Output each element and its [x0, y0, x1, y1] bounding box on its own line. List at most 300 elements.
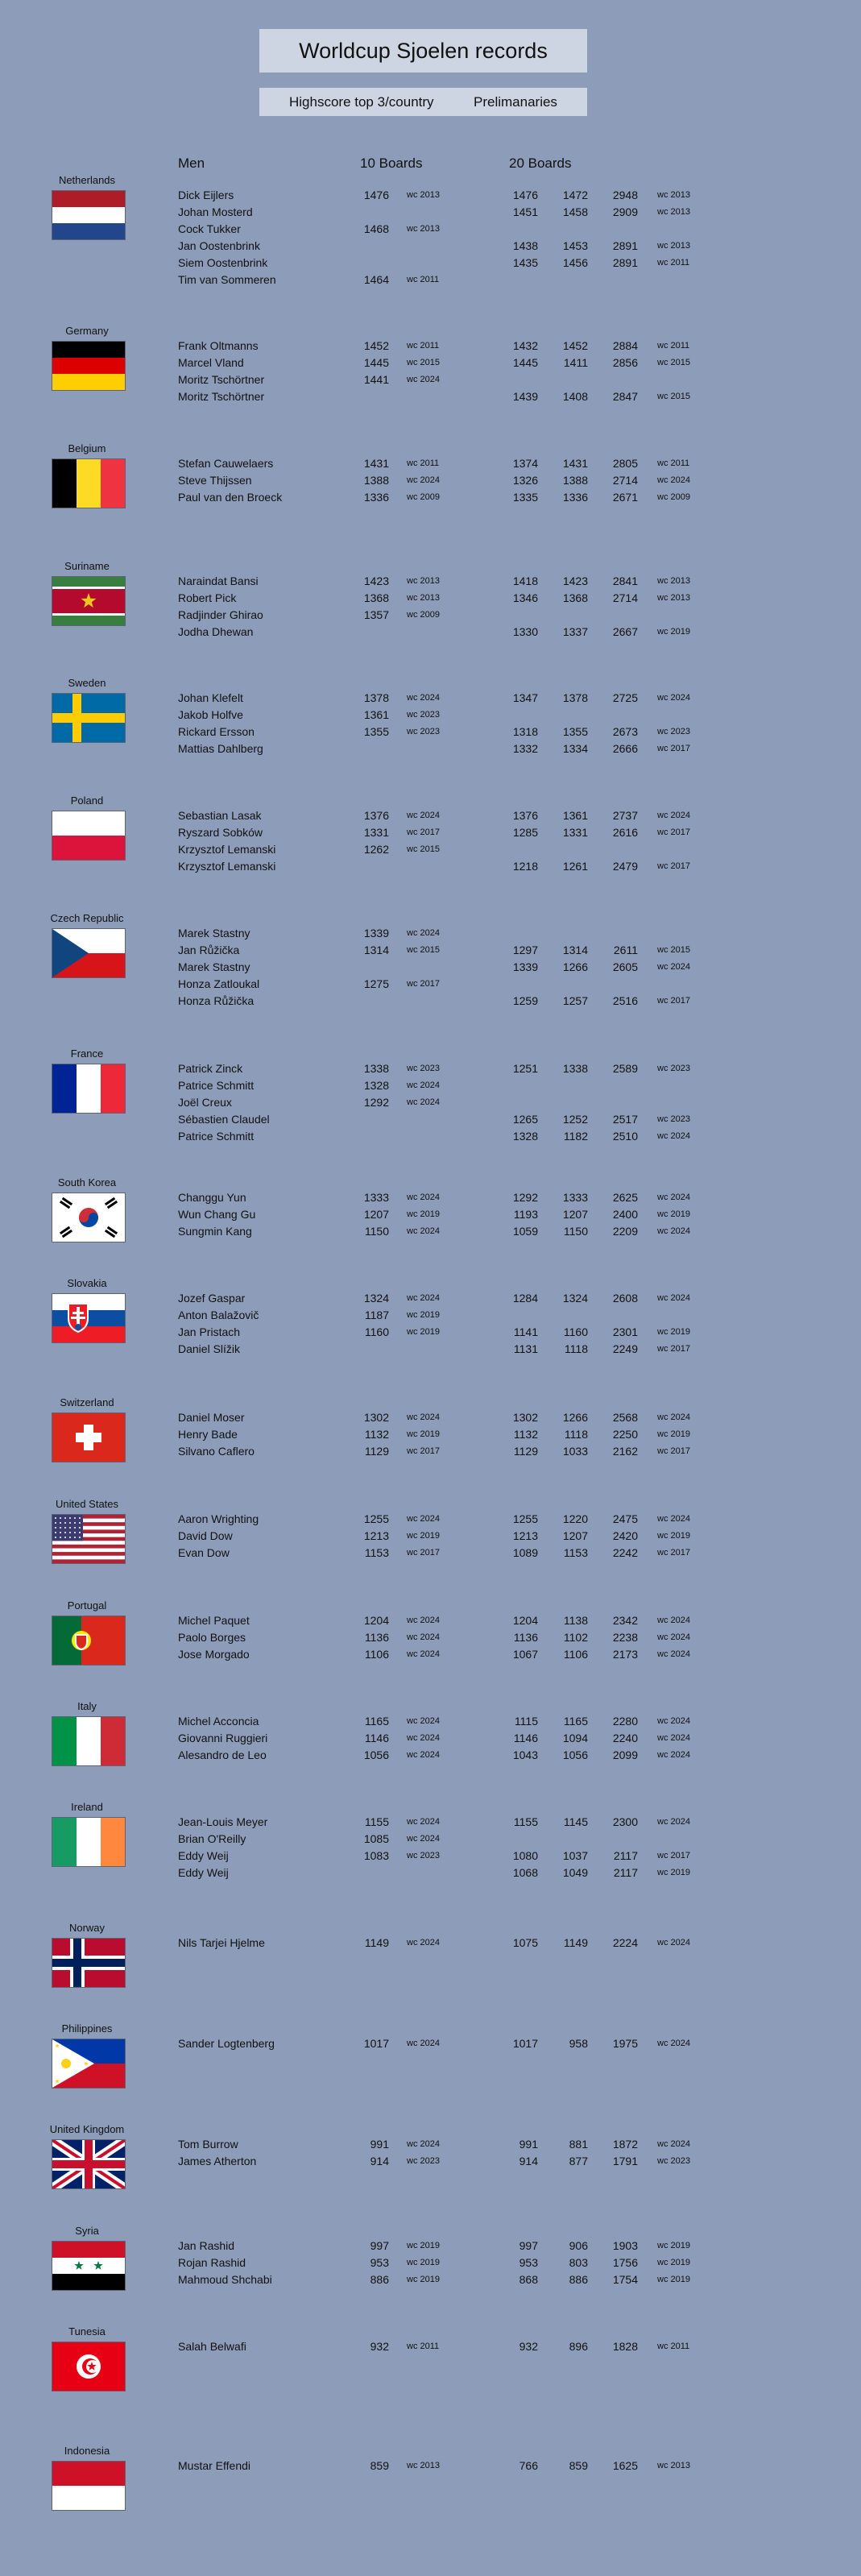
score-20-boards-total: 2240: [612, 1732, 638, 1744]
record-row: [0, 1748, 861, 1765]
player-name: Marcel Vland: [178, 356, 244, 369]
score-20-boards-total: 2891: [612, 256, 638, 269]
player-name: Giovanni Ruggieri: [178, 1732, 268, 1744]
player-name: Johan Klefelt: [178, 691, 243, 704]
player-name: Patrice Schmitt: [178, 1079, 255, 1092]
score-10-boards: 914: [370, 2155, 389, 2167]
score-10-boards: 1255: [363, 1512, 389, 1525]
score-20-boards-a: 1255: [512, 1512, 538, 1525]
score-20-boards-b: 1334: [562, 742, 588, 755]
record-row: [0, 339, 861, 356]
score-20-boards-a: 1284: [512, 1292, 538, 1305]
country-name: Germany: [65, 325, 109, 337]
record-row: [0, 1130, 861, 1147]
score-20-boards-a: 1141: [513, 1325, 538, 1338]
score-10-boards: 1083: [363, 1849, 389, 1862]
year-20-boards: wc 2011: [657, 258, 690, 268]
score-20-boards-b: 1331: [562, 826, 588, 839]
score-10-boards: 1132: [364, 1428, 389, 1441]
score-20-boards-total: 2605: [612, 960, 638, 973]
score-20-boards-a: 1115: [514, 1715, 538, 1728]
score-20-boards-a: 1376: [512, 809, 538, 822]
player-name: Patrick Zinck: [178, 1062, 243, 1075]
year-20-boards: wc 2017: [657, 1851, 690, 1860]
country-name: Netherlands: [58, 174, 116, 186]
score-10-boards: 1338: [363, 1062, 389, 1075]
score-20-boards-total: 1975: [612, 2037, 638, 2050]
year-10-boards: wc 2009: [407, 610, 440, 620]
score-20-boards-a: 1213: [512, 1529, 538, 1542]
record-row: [0, 1849, 861, 1866]
year-20-boards: wc 2017: [657, 1446, 690, 1456]
record-row: [0, 1512, 861, 1529]
score-20-boards-total: 2671: [612, 491, 638, 504]
record-row: [0, 826, 861, 843]
score-20-boards-total: 2224: [612, 1936, 638, 1949]
country-name: Slovakia: [67, 1277, 107, 1289]
country-name: Czech Republic: [50, 912, 124, 924]
score-20-boards-total: 2249: [612, 1342, 638, 1355]
record-row: [0, 1732, 861, 1748]
score-20-boards-total: 2162: [612, 1445, 638, 1458]
score-10-boards: 1149: [364, 1936, 389, 1949]
player-name: Marek Stastny: [178, 927, 250, 940]
year-20-boards: wc 2019: [657, 1327, 690, 1337]
player-name: Alesandro de Leo: [178, 1748, 267, 1761]
year-20-boards: wc 2019: [657, 1868, 690, 1877]
record-row: [0, 273, 861, 290]
score-20-boards-a: 766: [519, 2459, 538, 2472]
year-10-boards: wc 2019: [407, 1209, 440, 1219]
year-10-boards: wc 2024: [407, 1834, 440, 1844]
score-20-boards-a: 1080: [512, 1849, 538, 1862]
score-20-boards-b: 1361: [562, 809, 588, 822]
year-20-boards: wc 2019: [657, 2258, 690, 2267]
year-20-boards: wc 2017: [657, 861, 690, 871]
score-20-boards-a: 1347: [512, 691, 538, 704]
player-name: Frank Oltmanns: [178, 339, 259, 352]
player-name: Changgu Yun: [178, 1191, 246, 1204]
player-name: Jose Morgado: [178, 1648, 250, 1661]
score-20-boards-b: 1423: [562, 575, 588, 587]
score-20-boards-b: 886: [569, 2273, 588, 2286]
score-20-boards-a: 1259: [512, 994, 538, 1007]
player-name: Jan Oostenbrink: [178, 239, 260, 252]
score-20-boards-a: 1346: [512, 591, 538, 604]
score-20-boards-b: 958: [569, 2037, 588, 2050]
player-name: Paolo Borges: [178, 1631, 246, 1644]
score-10-boards: 1165: [364, 1715, 389, 1728]
player-name: Aaron Wrighting: [178, 1512, 259, 1525]
score-20-boards-a: 1335: [512, 491, 538, 504]
year-20-boards: wc 2023: [657, 1114, 690, 1124]
score-20-boards-b: 1266: [562, 1411, 588, 1424]
score-10-boards: 1445: [363, 356, 389, 369]
record-row: [0, 691, 861, 708]
record-row: [0, 625, 861, 642]
year-20-boards: wc 2013: [657, 593, 690, 603]
score-10-boards: 1452: [363, 339, 389, 352]
player-name: Anton Balažovič: [178, 1309, 259, 1321]
player-name: Silvano Caflero: [178, 1445, 255, 1458]
record-row: [0, 474, 861, 491]
score-10-boards: 1441: [363, 373, 389, 386]
year-20-boards: wc 2024: [657, 811, 690, 820]
year-20-boards: wc 2011: [657, 341, 690, 351]
record-row: [0, 256, 861, 273]
record-row: [0, 390, 861, 407]
score-20-boards-a: 932: [519, 2340, 538, 2353]
score-10-boards: 1187: [364, 1309, 389, 1321]
score-20-boards-total: 1872: [612, 2138, 638, 2151]
country-name: Belgium: [68, 442, 106, 454]
year-10-boards: wc 2015: [407, 844, 440, 854]
record-row: [0, 1815, 861, 1832]
score-20-boards-a: 1017: [512, 2037, 538, 2050]
year-20-boards: wc 2024: [657, 2039, 690, 2048]
record-row: [0, 608, 861, 625]
player-name: Daniel Moser: [178, 1411, 245, 1424]
record-row: [0, 1309, 861, 1325]
year-20-boards: wc 2024: [657, 1131, 690, 1141]
year-10-boards: wc 2024: [407, 1733, 440, 1743]
record-row: [0, 1208, 861, 1225]
score-20-boards-a: 953: [519, 2256, 538, 2269]
year-10-boards: wc 2015: [407, 358, 440, 367]
header-men: Men: [178, 156, 205, 171]
score-10-boards: 1361: [363, 708, 389, 721]
year-10-boards: wc 2024: [407, 1193, 440, 1202]
score-20-boards-a: 1155: [513, 1815, 538, 1828]
score-20-boards-a: 1068: [512, 1866, 538, 1879]
score-20-boards-total: 2510: [612, 1130, 638, 1143]
score-10-boards: 1262: [363, 843, 389, 856]
score-20-boards-a: 1302: [512, 1411, 538, 1424]
score-20-boards-b: 1355: [562, 725, 588, 738]
score-20-boards-a: 1332: [512, 742, 538, 755]
score-20-boards-a: 1136: [513, 1631, 538, 1644]
score-20-boards-a: 914: [519, 2155, 538, 2167]
record-row: [0, 1648, 861, 1665]
score-20-boards-a: 1418: [512, 575, 538, 587]
score-20-boards-total: 2117: [613, 1866, 638, 1879]
subtitle-bar: [259, 88, 587, 116]
year-10-boards: wc 2017: [407, 1548, 440, 1558]
record-row: [0, 2155, 861, 2172]
country-name: Sweden: [68, 677, 106, 689]
year-20-boards: wc 2024: [657, 1716, 690, 1726]
header-10-boards: 10 Boards: [360, 156, 423, 171]
record-row: [0, 1225, 861, 1242]
score-20-boards-b: 1118: [564, 1428, 588, 1441]
record-row: [0, 591, 861, 608]
player-name: Jan Růžička: [178, 944, 240, 956]
score-20-boards-a: 1432: [512, 339, 538, 352]
country-name: Portugal: [67, 1599, 107, 1612]
year-20-boards: wc 2017: [657, 1344, 690, 1354]
subtitle-right: Prelimanaries: [474, 94, 557, 110]
score-10-boards: 1136: [364, 1631, 389, 1644]
country-name: Poland: [70, 794, 104, 807]
year-10-boards: wc 2013: [407, 224, 440, 234]
score-20-boards-a: 1204: [512, 1614, 538, 1627]
score-10-boards: 1464: [363, 273, 389, 286]
score-10-boards: 1431: [363, 457, 389, 470]
score-10-boards: 1146: [364, 1732, 389, 1744]
score-10-boards: 1056: [363, 1748, 389, 1761]
score-10-boards: 1331: [363, 826, 389, 839]
year-10-boards: wc 2019: [407, 1310, 440, 1320]
score-20-boards-b: 1333: [562, 1191, 588, 1204]
score-20-boards-a: 1476: [512, 189, 538, 201]
player-name: Sander Logtenberg: [178, 2037, 275, 2050]
record-row: [0, 1191, 861, 1208]
score-20-boards-a: 1439: [512, 390, 538, 403]
year-20-boards: wc 2024: [657, 1226, 690, 1236]
score-20-boards-a: 1265: [512, 1113, 538, 1126]
score-10-boards: 1378: [363, 691, 389, 704]
score-20-boards-a: 1339: [512, 960, 538, 973]
year-20-boards: wc 2013: [657, 576, 690, 586]
country-name: France: [70, 1047, 104, 1060]
score-10-boards: 1423: [363, 575, 389, 587]
score-20-boards-total: 2948: [612, 189, 638, 201]
year-10-boards: wc 2024: [407, 475, 440, 485]
score-20-boards-b: 1049: [562, 1866, 588, 1879]
year-20-boards: wc 2019: [657, 1209, 690, 1219]
year-20-boards: wc 2019: [657, 1429, 690, 1439]
player-name: Cock Tukker: [178, 222, 241, 235]
score-20-boards-a: 1059: [512, 1225, 538, 1238]
header-20-boards: 20 Boards: [509, 156, 572, 171]
year-10-boards: wc 2011: [407, 2342, 440, 2351]
year-10-boards: wc 2013: [407, 190, 440, 200]
score-20-boards-a: 1218: [512, 860, 538, 873]
record-row: [0, 2037, 861, 2054]
year-10-boards: wc 2017: [407, 979, 440, 989]
score-20-boards-a: 1285: [512, 826, 538, 839]
player-name: Salah Belwafi: [178, 2340, 246, 2353]
score-20-boards-b: 1207: [562, 1208, 588, 1221]
record-row: [0, 1529, 861, 1546]
score-10-boards: 1476: [363, 189, 389, 201]
player-name: Moritz Tschörtner: [178, 390, 265, 403]
score-20-boards-total: 2625: [612, 1191, 638, 1204]
player-name: Michel Acconcia: [178, 1715, 259, 1728]
score-20-boards-a: 1292: [512, 1191, 538, 1204]
record-row: [0, 1079, 861, 1096]
score-10-boards: 1368: [363, 591, 389, 604]
player-name: Jodha Dhewan: [178, 625, 254, 638]
score-20-boards-total: 2891: [612, 239, 638, 252]
score-10-boards: 1328: [363, 1079, 389, 1092]
score-20-boards-b: 1102: [563, 1631, 588, 1644]
country-name: Norway: [68, 1922, 106, 1934]
score-10-boards: 1150: [364, 1225, 389, 1238]
record-row: [0, 356, 861, 373]
year-20-boards: wc 2017: [657, 1548, 690, 1558]
country-name: Suriname: [64, 560, 110, 572]
score-20-boards-total: 2117: [613, 1849, 638, 1862]
score-10-boards: 1106: [364, 1648, 389, 1661]
country-name: Syria: [75, 2225, 99, 2237]
page-title: Worldcup Sjoelen records: [259, 29, 587, 73]
score-10-boards: 1376: [363, 809, 389, 822]
score-10-boards: 1207: [363, 1208, 389, 1221]
country-name: United States: [55, 1498, 119, 1510]
year-20-boards: wc 2024: [657, 1616, 690, 1625]
score-20-boards-b: 1431: [562, 457, 588, 470]
score-20-boards-b: 803: [569, 2256, 588, 2269]
record-row: [0, 1866, 861, 1883]
year-20-boards: wc 2019: [657, 627, 690, 637]
player-name: Brian O'Reilly: [178, 1832, 246, 1845]
year-10-boards: wc 2013: [407, 576, 440, 586]
score-20-boards-b: 1368: [562, 591, 588, 604]
country-name: Philippines: [61, 2022, 113, 2035]
score-20-boards-b: 1160: [563, 1325, 588, 1338]
score-10-boards: 1333: [363, 1191, 389, 1204]
record-row: [0, 2239, 861, 2256]
score-20-boards-total: 2673: [612, 725, 638, 738]
year-10-boards: wc 2024: [407, 811, 440, 820]
score-10-boards: 1160: [364, 1325, 389, 1338]
record-row: [0, 373, 861, 390]
year-10-boards: wc 2009: [407, 492, 440, 502]
score-20-boards-b: 1094: [562, 1732, 588, 1744]
year-10-boards: wc 2024: [407, 1716, 440, 1726]
score-10-boards: 1336: [363, 491, 389, 504]
score-20-boards-total: 2841: [612, 575, 638, 587]
player-name: Rickard Ersson: [178, 725, 255, 738]
year-10-boards: wc 2013: [407, 593, 440, 603]
year-20-boards: wc 2011: [657, 458, 690, 468]
player-name: Siem Oostenbrink: [178, 256, 268, 269]
score-20-boards-a: 1451: [512, 205, 538, 218]
score-20-boards-total: 1756: [612, 2256, 638, 2269]
record-row: [0, 222, 861, 239]
score-20-boards-b: 1037: [562, 1849, 588, 1862]
score-20-boards-a: 1193: [513, 1208, 538, 1221]
year-20-boards: wc 2023: [657, 727, 690, 736]
year-20-boards: wc 2013: [657, 190, 690, 200]
year-20-boards: wc 2013: [657, 207, 690, 217]
player-name: Patrice Schmitt: [178, 1130, 255, 1143]
score-20-boards-total: 2589: [612, 1062, 638, 1075]
year-20-boards: wc 2024: [657, 1632, 690, 1642]
score-20-boards-b: 1261: [562, 860, 588, 873]
score-10-boards: 1292: [363, 1096, 389, 1109]
score-20-boards-total: 2342: [612, 1614, 638, 1627]
year-20-boards: wc 2024: [657, 1750, 690, 1760]
year-10-boards: wc 2024: [407, 693, 440, 703]
year-10-boards: wc 2019: [407, 1429, 440, 1439]
year-20-boards: wc 2019: [657, 2275, 690, 2284]
record-row: [0, 1113, 861, 1130]
player-name: Joël Creux: [178, 1096, 232, 1109]
score-20-boards-b: 1456: [562, 256, 588, 269]
subtitle-left: Highscore top 3/country: [289, 94, 434, 110]
score-10-boards: 953: [370, 2256, 389, 2269]
year-10-boards: wc 2019: [407, 2275, 440, 2284]
record-row: [0, 1292, 861, 1309]
year-20-boards: wc 2024: [657, 1817, 690, 1827]
score-20-boards-total: 2616: [612, 826, 638, 839]
year-20-boards: wc 2017: [657, 828, 690, 837]
score-20-boards-total: 2516: [612, 994, 638, 1007]
score-20-boards-a: 1129: [513, 1445, 538, 1458]
score-20-boards-total: 1791: [612, 2155, 638, 2167]
year-20-boards: wc 2024: [657, 475, 690, 485]
record-row: [0, 927, 861, 944]
score-20-boards-b: 1266: [562, 960, 588, 973]
score-20-boards-total: 2517: [612, 1113, 638, 1126]
player-name: Dick Eijlers: [178, 189, 234, 201]
player-name: Mustar Effendi: [178, 2459, 251, 2472]
player-name: Mahmoud Shchabi: [178, 2273, 272, 2286]
score-20-boards-a: 868: [519, 2273, 538, 2286]
score-20-boards-a: 1132: [513, 1428, 538, 1441]
record-row: [0, 1445, 861, 1462]
year-10-boards: wc 2024: [407, 928, 440, 938]
score-20-boards-total: 2238: [612, 1631, 638, 1644]
score-20-boards-total: 1754: [612, 2273, 638, 2286]
record-row: [0, 1936, 861, 1953]
player-name: Steve Thijssen: [178, 474, 252, 487]
year-10-boards: wc 2011: [407, 275, 440, 284]
year-10-boards: wc 2024: [407, 1226, 440, 1236]
score-10-boards: 991: [370, 2138, 389, 2151]
score-10-boards: 1275: [363, 977, 389, 990]
record-row: [0, 860, 861, 877]
score-20-boards-a: 1089: [512, 1546, 538, 1559]
player-name: Wun Chang Gu: [178, 1208, 256, 1221]
year-20-boards: wc 2015: [657, 945, 690, 955]
record-row: [0, 809, 861, 826]
year-20-boards: wc 2023: [657, 1064, 690, 1073]
score-10-boards: 1314: [363, 944, 389, 956]
year-10-boards: wc 2024: [407, 1616, 440, 1625]
year-20-boards: wc 2024: [657, 1412, 690, 1422]
year-10-boards: wc 2019: [407, 2258, 440, 2267]
year-20-boards: wc 2015: [657, 392, 690, 401]
player-name: Jean-Louis Meyer: [178, 1815, 268, 1828]
year-20-boards: wc 2024: [657, 1938, 690, 1948]
year-10-boards: wc 2023: [407, 727, 440, 736]
score-10-boards: 1388: [363, 474, 389, 487]
year-20-boards: wc 2011: [657, 2342, 690, 2351]
country-name: Indonesia: [64, 2445, 110, 2457]
player-name: Johan Mosterd: [178, 205, 253, 218]
player-name: Evan Dow: [178, 1546, 230, 1559]
year-20-boards: wc 2019: [657, 1531, 690, 1541]
score-20-boards-total: 2909: [612, 205, 638, 218]
score-20-boards-a: 1251: [512, 1062, 538, 1075]
score-10-boards: 1017: [363, 2037, 389, 2050]
record-row: [0, 1062, 861, 1079]
score-10-boards: 1213: [363, 1529, 389, 1542]
score-10-boards: 1153: [364, 1546, 389, 1559]
score-10-boards: 1085: [363, 1832, 389, 1845]
score-20-boards-b: 1337: [562, 625, 588, 638]
country-name: Ireland: [71, 1801, 103, 1813]
year-10-boards: wc 2017: [407, 828, 440, 837]
score-20-boards-total: 2400: [612, 1208, 638, 1221]
record-row: [0, 994, 861, 1011]
score-10-boards: 1468: [363, 222, 389, 235]
score-20-boards-b: 1149: [563, 1936, 588, 1949]
year-20-boards: wc 2024: [657, 2139, 690, 2149]
